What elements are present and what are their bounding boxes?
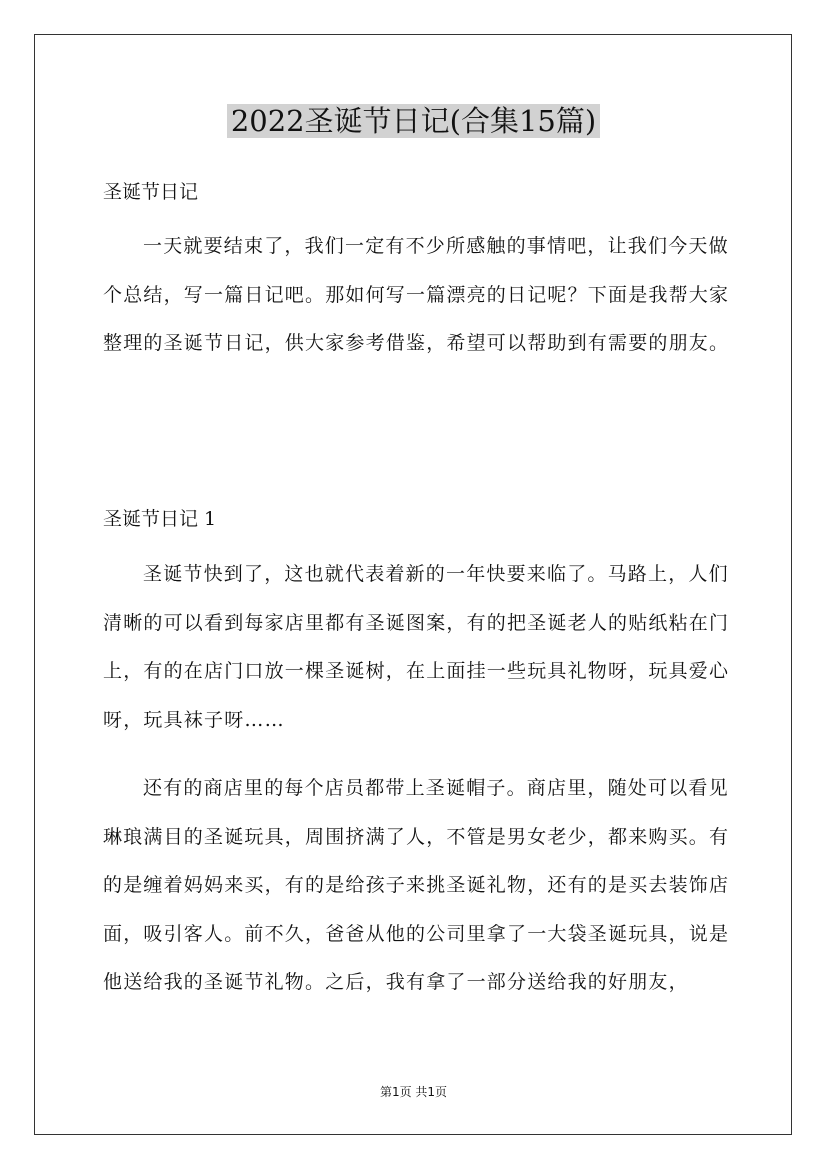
intro-paragraph: 一天就要结束了，我们一定有不少所感触的事情吧，让我们今天做个总结，写一篇日记吧。那如何写一篇漂亮的日记呢？下面是我帮大家整理的圣诞节日记，供大家参考借鉴，希望可以帮助到有需要的朋友。: [103, 235, 730, 354]
page-footer: 第1页 共1页: [379, 1085, 448, 1099]
section-1-heading: 圣诞节日记 1: [103, 508, 217, 530]
document-title-text: 2022圣诞节日记(合集15篇): [227, 104, 600, 138]
document-title: [0, 100, 827, 142]
section-1-paragraph-1: 圣诞节快到了，这也就代表着新的一年快要来临了。马路上，人们清晰的可以看到每家店里都有圣诞图案，有的把圣诞老人的贴纸粘在门上，有的在店门口放一棵圣诞树，在上面挂一些玩具礼物呀，玩具爱心呀，玩具袜子呀……: [103, 563, 730, 731]
intro-heading: 圣诞节日记: [103, 181, 199, 203]
section-1-paragraph-2: 还有的商店里的每个店员都带上圣诞帽子。商店里，随处可以看见琳琅满目的圣诞玩具，周围挤满了人，不管是男女老少，都来购买。有的是缠着妈妈来买，有的是给孩子来挑圣诞礼物，还有的是买去装饰店面，吸引客人。前不久，爸爸从他的公司里拿了一大袋圣诞玩具，说是他送给我的圣诞节礼物。之后，我有拿了一部分送给我的好朋友，: [103, 777, 730, 993]
